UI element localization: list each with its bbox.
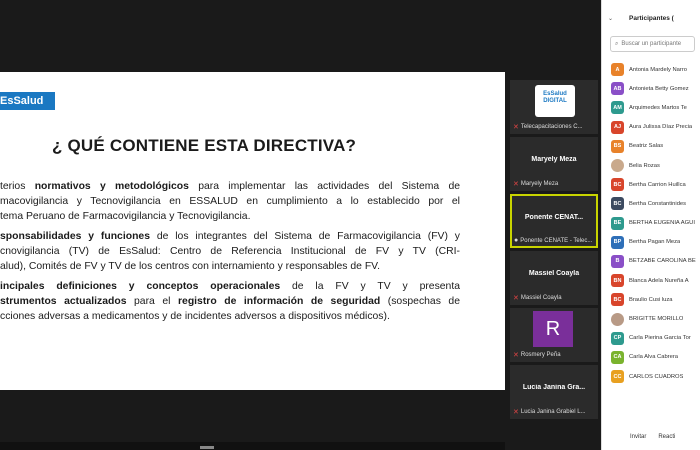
- avatar: BP: [611, 236, 624, 249]
- participant-row[interactable]: [611, 271, 700, 290]
- tile-name: Massiel Coayla: [528, 270, 580, 277]
- participant-name: Bertha Pagan Meza: [629, 239, 681, 246]
- video-tile-active-speaker[interactable]: [510, 194, 598, 248]
- search-placeholder: Buscar un participante: [621, 41, 682, 47]
- participant-name: BETZABE CAROLINA BE: [629, 258, 696, 265]
- participant-row[interactable]: [611, 137, 700, 156]
- participant-name: BRIGITTE MORILLO: [629, 316, 684, 323]
- avatar: BC: [611, 293, 624, 306]
- mic-muted-icon: ✕: [513, 181, 519, 188]
- video-tile[interactable]: [510, 308, 598, 362]
- tile-footer: ● Ponente CENATE - Telec...: [514, 237, 593, 244]
- slide-line: alud), Comités de FV y TV de los centros con internamiento y responsables de FV.: [0, 261, 381, 272]
- video-tile[interactable]: [510, 137, 598, 191]
- avatar: CP: [611, 332, 624, 345]
- participant-row[interactable]: [611, 194, 700, 213]
- scroll-indicator[interactable]: [200, 446, 214, 449]
- participant-name: Braulio Cusi luza: [629, 296, 673, 303]
- avatar: BN: [611, 274, 624, 287]
- mic-muted-icon: ✕: [513, 409, 519, 416]
- avatar: BS: [611, 140, 624, 153]
- avatar: BC: [611, 197, 624, 210]
- tile-footer: ✕ Maryely Meza: [513, 181, 559, 188]
- participant-row[interactable]: [611, 156, 700, 175]
- mic-icon: ●: [514, 237, 519, 244]
- slide-line: cnovigilancia (TV) de EsSalud: Centro de Referencia Institucional de FV y TV (CRI-: [0, 246, 460, 257]
- slide-line: sponsabilidades y funciones de los integrantes del Sistema de Farmacovigilancia (FV) y: [0, 231, 460, 242]
- participant-row[interactable]: [611, 175, 700, 194]
- slide-line: incipales definiciones y conceptos operacionales de la FV y TV y presenta: [0, 281, 460, 292]
- avatar: BC: [611, 178, 624, 191]
- tile-name: Maryely Meza: [531, 156, 577, 163]
- invite-button[interactable]: Invitar: [630, 434, 647, 440]
- mic-muted-icon: ✕: [513, 352, 519, 359]
- panel-footer: [602, 434, 700, 440]
- mic-muted-icon: ✕: [513, 295, 519, 302]
- video-tile[interactable]: [510, 80, 598, 134]
- panel-title: Participantes (: [629, 14, 674, 22]
- participant-row[interactable]: [611, 79, 700, 98]
- slide-line: cciones adversas a medicamentos y de incidentes adversos a dispositivos médicos).: [0, 311, 390, 322]
- avatar: AM: [611, 101, 624, 114]
- participant-name: Beatriz Salas: [629, 143, 664, 150]
- slide-paragraph-2: [0, 229, 460, 274]
- participants-panel: [601, 0, 700, 450]
- essalud-logo: EsSalud: [0, 92, 55, 110]
- participant-name: CARLOS CUADROS: [629, 373, 684, 380]
- slide-title: ¿ QUÉ CONTIENE ESTA DIRECTIVA?: [52, 136, 357, 155]
- video-tile[interactable]: [510, 365, 598, 419]
- tile-name: Ponente CENAT...: [524, 214, 584, 221]
- participant-name: Blanca Adela Nureña A: [629, 277, 689, 284]
- top-strip: [0, 0, 601, 72]
- avatar: BE: [611, 217, 624, 230]
- tile-footer: ✕ Rosmery Peña: [513, 352, 561, 359]
- participant-name: Belia Rozas: [629, 162, 660, 169]
- participant-row[interactable]: [611, 118, 700, 137]
- video-tile[interactable]: [510, 251, 598, 305]
- panel-header: [602, 0, 700, 36]
- avatar: [611, 159, 624, 172]
- participant-name: Antonieta Betty Gomez: [629, 85, 689, 92]
- chevron-down-icon[interactable]: ⌄: [608, 15, 614, 22]
- participant-row[interactable]: [611, 252, 700, 271]
- video-gallery: [510, 80, 600, 422]
- slide-line: tema Peruano de Farmacovigilancia y Tecnovigilancia.: [0, 211, 251, 222]
- participant-row[interactable]: [611, 329, 700, 348]
- participant-name: Carla Pierina Garcia Tor: [629, 335, 691, 342]
- mic-muted-icon: ✕: [513, 124, 519, 131]
- avatar: R: [533, 311, 573, 347]
- participant-row[interactable]: [611, 98, 700, 117]
- participant-list: [602, 60, 700, 386]
- participant-row[interactable]: [611, 348, 700, 367]
- avatar: AJ: [611, 121, 624, 134]
- avatar: AB: [611, 82, 624, 95]
- participant-row[interactable]: [611, 233, 700, 252]
- slide-line: strumentos actualizados para el registro de información de seguridad (sospechas de: [0, 296, 460, 307]
- participant-row[interactable]: [611, 309, 700, 328]
- participant-name: Carla Alva Cabrera: [629, 354, 678, 361]
- bottom-strip: [0, 442, 505, 450]
- tile-footer: ✕ Telecapacitaciones C...: [513, 124, 583, 131]
- participant-name: Aura Julissa Díaz Precia: [629, 124, 693, 131]
- tile-footer: ✕ Lucia Janina Grabiel L...: [513, 409, 586, 416]
- participant-row[interactable]: [611, 214, 700, 233]
- participant-name: Bertha Constantinides: [629, 200, 687, 207]
- participant-name: BERTHA EUGENIA AGUI: [629, 220, 695, 227]
- avatar: A: [611, 63, 624, 76]
- reactions-button[interactable]: Reacti: [658, 434, 676, 440]
- shared-slide: [0, 72, 505, 390]
- slide-line: terios normativos y metodológicos para implementar las actividades del Sistema de: [0, 181, 460, 192]
- participant-name: Arquimedes Martos Te: [629, 104, 687, 111]
- tile-name: Lucia Janina Gra...: [522, 384, 586, 391]
- slide-line: macovigilancia y Tecnovigilancia en ESSALUD en cumplimiento a lo establecido por el: [0, 196, 460, 207]
- participant-name: Bertha Carrion Huillca: [629, 181, 686, 188]
- slide-paragraph-1: [0, 179, 460, 224]
- participant-row[interactable]: [611, 367, 700, 386]
- participant-row[interactable]: [611, 290, 700, 309]
- participant-row[interactable]: [611, 60, 700, 79]
- avatar: [611, 313, 624, 326]
- avatar: B: [611, 255, 624, 268]
- avatar: CC: [611, 370, 624, 383]
- search-input[interactable]: [610, 36, 695, 52]
- avatar: CA: [611, 351, 624, 364]
- essalud-digital-logo: EsSalud DIGITAL: [535, 85, 575, 117]
- slide-paragraph-3: [0, 279, 460, 324]
- slide-body: [0, 179, 460, 329]
- tile-footer: ✕ Massiel Coayla: [513, 295, 562, 302]
- search-icon: ⌕: [615, 40, 619, 47]
- participant-name: Antonia Mardely Narro: [629, 66, 687, 73]
